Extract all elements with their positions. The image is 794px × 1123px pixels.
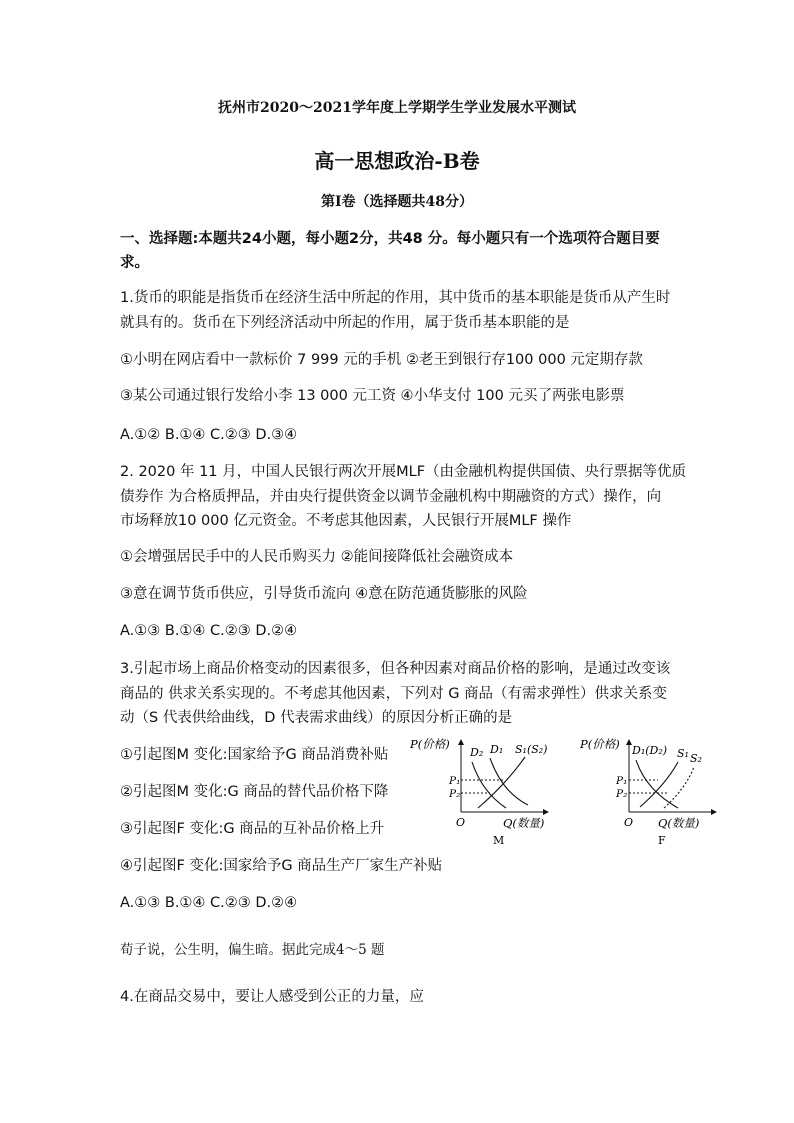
q2-stem-line-1: 2. 2020 年 11 月，中国人民银行两次开展MLF（由金融机构提供国债、央行票据等优质 [120, 464, 687, 480]
instructions-line-1: 一、选择题:本题共24小题，每小题2分，共48 分。每小题只有一个选项符合题目要 [120, 231, 660, 247]
q1-options-1-2: ①小明在网店看中一款标价 7 999 元的手机 ②老王到银行存100 000 元定期存款 [120, 352, 643, 368]
q3-stem-line-2: 商品的 供求关系实现的。不考虑其他因素，下列对 G 商品（有需求弹性）供求关系变 [120, 686, 668, 702]
graph-f-caption: F [658, 834, 666, 847]
graph-f-s1-label: S₁ [677, 747, 689, 760]
q3-stem-line-3: 动（S 代表供给曲线，D 代表需求曲线）的原因分析正确的是 [120, 710, 513, 726]
graph-f-y-label: P(价格) [580, 737, 620, 751]
graph-f-p1-label: P₁ [616, 775, 628, 787]
graph-m [410, 732, 560, 850]
graph-m-p1-label: P₁ [449, 775, 461, 787]
q2-options-1-2: ①会增强居民手中的人民币购买力 ②能间接降低社会融资成本 [120, 549, 514, 565]
graph-m-supply [478, 757, 525, 808]
q3-option-2: ②引起图M 变化:G 商品的替代品价格下降 [120, 784, 389, 800]
graph-f-origin: O [624, 816, 634, 829]
q1-stem-line-2: 就具有的。货币在下列经济活动中所起的作用，属于货币基本职能的是 [120, 315, 570, 331]
graph-m-demand-d2 [472, 762, 506, 808]
q1-options-3-4: ③某公司通过银行发给小李 13 000 元工资 ④小华支付 100 元买了两张电影票 [120, 388, 625, 404]
graph-f-d-label: D₁(D₂) [632, 744, 668, 757]
graph-f-s2-label: S₂ [690, 752, 702, 765]
q2-options-3-4: ③意在调节货币供应，引导货币流向 ④意在防范通货膨胀的风险 [120, 586, 528, 602]
graph-f-p2-label: P₂ [616, 788, 628, 800]
q3-option-4: ④引起图F 变化:国家给予G 商品生产厂家生产补贴 [120, 858, 443, 874]
q1-stem-line-1: 1.货币的职能是指货币在经济生活中所起的作用，其中货币的基本职能是货币从产生时 [120, 290, 671, 306]
graph-m-y-label: P(价格) [410, 737, 450, 751]
q3-option-1: ①引起图M 变化:国家给予G 商品消费补贴 [120, 747, 389, 763]
graph-m-d2-label: D₂ [470, 746, 484, 759]
q2-answers: A.①③ B.①④ C.②③ D.②④ [120, 623, 298, 639]
graph-m-x-label: Q(数量) [503, 816, 545, 830]
graph-m-origin: O [456, 816, 466, 829]
passage-line: 荀子说，公生明，偏生暗。据此完成4～5 题 [120, 942, 385, 958]
q3-stem-line-1: 3.引起市场上商品价格变动的因素很多，但各种因素对商品价格的影响，是通过改变该 [120, 661, 671, 677]
graph-m-demand-d1 [490, 758, 528, 805]
q2-stem-line-3: 市场释放10 000 亿元资金。不考虑其他因素，人民银行开展MLF 操作 [120, 513, 572, 529]
graph-m-d1-label: D₁ [490, 743, 504, 756]
section-title: 第Ⅰ卷（选择题共48分） [320, 194, 474, 210]
graph-f-supply-s1 [640, 762, 678, 807]
q1-answers: A.①② B.①④ C.②③ D.③④ [120, 427, 298, 443]
graph-f-x-label: Q(数量) [658, 816, 700, 830]
exam-title: 抚州市2020～2021学年度上学期学生学业发展水平测试 [218, 100, 576, 116]
graph-m-s-label: S₁(S₂) [515, 743, 548, 756]
instructions-line-2: 求。 [120, 255, 149, 271]
graph-f-demand [636, 760, 678, 808]
q2-stem-line-2: 债券作 为合格质押品，并由央行提供资金以调节金融机构中期融资的方式）操作，向 [120, 489, 662, 505]
q4-stem-line-1: 4.在商品交易中，要让人感受到公正的力量，应 [120, 989, 424, 1005]
graph-f [580, 732, 730, 850]
subject-title: 高一思想政治-B卷 [314, 149, 480, 173]
graph-m-caption: M [493, 834, 505, 847]
q3-answers: A.①③ B.①④ C.②③ D.②④ [120, 895, 298, 911]
graph-m-p2-label: P₂ [449, 788, 461, 800]
q3-option-3: ③引起图F 变化:G 商品的互补品价格上升 [120, 821, 385, 837]
